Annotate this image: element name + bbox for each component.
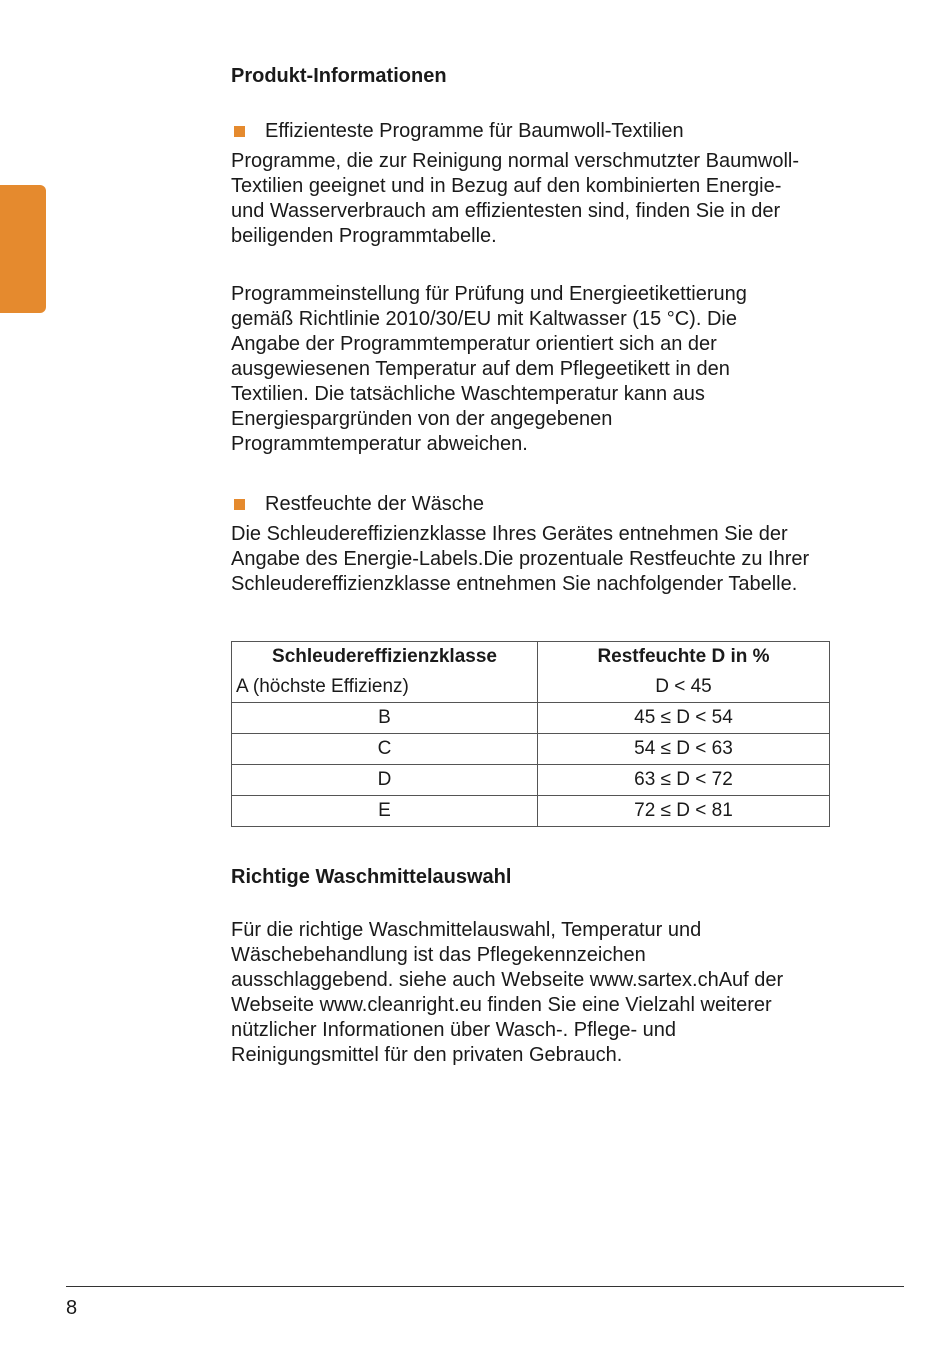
table-cell: B — [232, 703, 538, 734]
table-row — [232, 796, 830, 827]
text-line: Programmeinstellung für Prüfung und Energieetikettierung — [231, 283, 747, 305]
paragraph-effizienteste-programme — [231, 149, 911, 249]
table-header-cell: Schleudereffizienzklasse — [232, 642, 538, 673]
text-line: Webseite www.cleanright.eu finden Sie eine Vielzahl weiterer — [231, 994, 772, 1016]
table-header-row — [232, 642, 830, 673]
restfeuchte-table — [231, 641, 830, 827]
table-cell: 72 ≤ D < 81 — [538, 796, 830, 827]
paragraph-programmeinstellung — [231, 282, 911, 457]
bullet-heading-effizienteste-programme — [231, 119, 911, 144]
table-cell: A (höchste Effizienz) — [232, 672, 538, 703]
page-content — [231, 62, 911, 1068]
bullet-heading-text: Effizienteste Programme für Baumwoll-Textilien — [265, 120, 684, 142]
section-title-produkt-informationen: Produkt-Informationen — [231, 65, 447, 87]
table-row — [232, 765, 830, 796]
paragraph-waschmittelauswahl — [231, 918, 911, 1068]
table-row — [232, 703, 830, 734]
text-line: Reinigungsmittel für den privaten Gebrauch. — [231, 1044, 623, 1066]
text-line: gemäß Richtlinie 2010/30/EU mit Kaltwasser (15 °C). Die — [231, 308, 737, 330]
table-cell: D < 45 — [538, 672, 830, 703]
bullet-heading-restfeuchte — [231, 492, 911, 517]
table-row — [232, 734, 830, 765]
text-line: Textilien. Die tatsächliche Waschtemperatur kann aus — [231, 383, 705, 405]
text-line: Angabe des Energie-Labels.Die prozentuale Restfeuchte zu Ihrer — [231, 548, 810, 570]
text-line: Angabe der Programmtemperatur orientiert sich an der — [231, 333, 717, 355]
text-line: ausgewiesenen Temperatur auf dem Pflegeetikett in den — [231, 358, 730, 380]
table-cell: E — [232, 796, 538, 827]
text-line: Energiespargründen von der angegebenen — [231, 408, 613, 430]
page-number: 8 — [66, 1297, 78, 1319]
text-line: beiligenden Programmtabelle. — [231, 225, 497, 247]
table-header-cell: Restfeuchte D in % — [538, 642, 830, 673]
section-title-richtige-waschmittelauswahl: Richtige Waschmittelauswahl — [231, 866, 512, 888]
text-line: und Wasserverbrauch am effizientesten sind, finden Sie in der — [231, 200, 781, 222]
text-line: Die Schleudereffizienzklasse Ihres Gerätes entnehmen Sie der — [231, 523, 788, 545]
text-line: Programmtemperatur abweichen. — [231, 433, 528, 455]
text-line: Wäschebehandlung ist das Pflegekennzeichen — [231, 944, 646, 966]
table-cell: 63 ≤ D < 72 — [538, 765, 830, 796]
text-line: Textilien geeignet und in Bezug auf den kombinierten Energie- — [231, 175, 782, 197]
table-cell: C — [232, 734, 538, 765]
table-cell: 45 ≤ D < 54 — [538, 703, 830, 734]
paragraph-restfeuchte — [231, 522, 911, 597]
orange-square-bullet-icon — [234, 126, 245, 137]
text-line: Schleudereffizienzklasse entnehmen Sie nachfolgender Tabelle. — [231, 573, 798, 595]
chapter-tab-marker — [0, 185, 46, 313]
table-cell: 54 ≤ D < 63 — [538, 734, 830, 765]
text-line: Für die richtige Waschmittelauswahl, Temperatur und — [231, 919, 702, 941]
table-cell: D — [232, 765, 538, 796]
text-line: nützlicher Informationen über Wasch-. Pflege- und — [231, 1019, 677, 1041]
table-row — [232, 672, 830, 703]
text-line: Programme, die zur Reinigung normal verschmutzter Baumwoll- — [231, 150, 799, 172]
text-line: ausschlaggebend. siehe auch Webseite www.sartex.chAuf der — [231, 969, 784, 991]
orange-square-bullet-icon — [234, 499, 245, 510]
footer-divider — [66, 1286, 904, 1287]
bullet-heading-text: Restfeuchte der Wäsche — [265, 493, 484, 515]
